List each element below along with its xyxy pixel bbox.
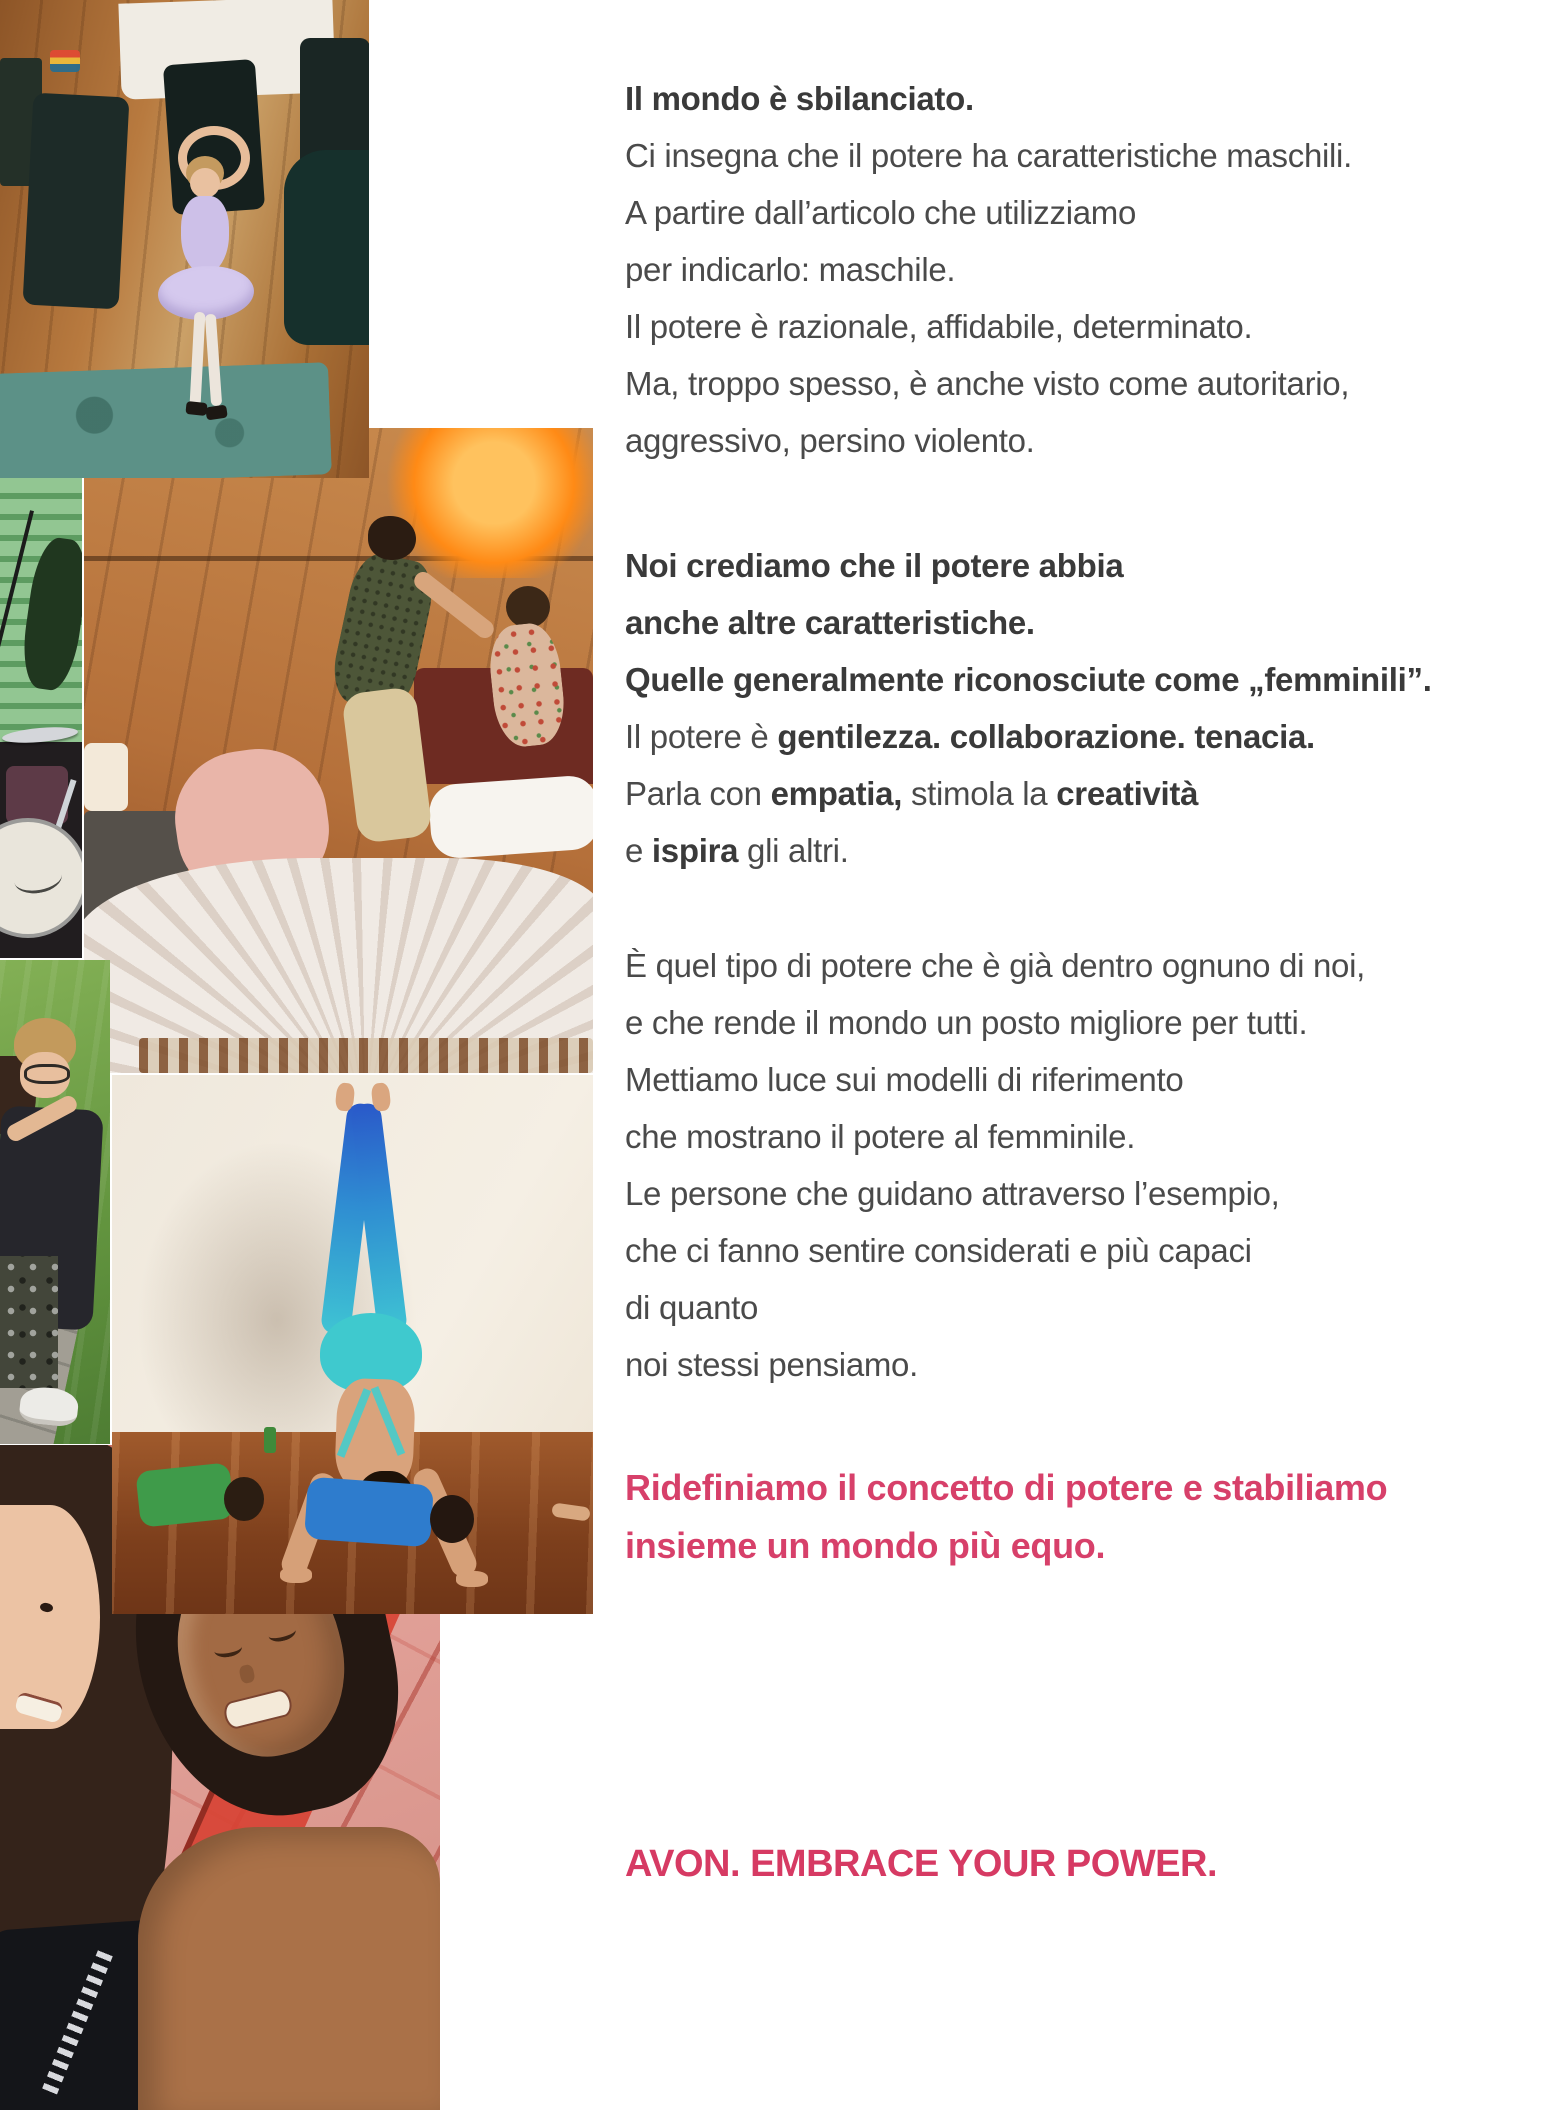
text-line: insieme un mondo più equo. <box>625 1525 1106 1566</box>
text-line: anche altre caratteristiche. <box>625 604 1035 641</box>
brand-slogan: AVON. EMBRACE YOUR POWER. <box>625 1843 1218 1885</box>
text-line: che mostrano il potere al femminile. <box>625 1118 1136 1155</box>
text-line: Il potere è gentilezza. collaborazione. tenacia. <box>625 718 1315 755</box>
paragraph-our-belief <box>625 537 1432 879</box>
text-line: e ispira gli altri. <box>625 832 849 869</box>
text-line: Le persone che guidano attraverso l’esempio, <box>625 1175 1280 1212</box>
paragraph-world-unbalanced <box>625 70 1352 469</box>
text-line: È quel tipo di potere che è già dentro ognuno di noi, <box>625 947 1365 984</box>
text-line: Ma, troppo spesso, è anche visto come autoritario, <box>625 365 1350 402</box>
text-line: e che rende il mondo un posto migliore per tutti. <box>625 1004 1308 1041</box>
text-line: A partire dall’articolo che utilizziamo <box>625 194 1137 231</box>
text-line: che ci fanno sentire considerati e più capaci <box>625 1232 1252 1269</box>
text-line: per indicarlo: maschile. <box>625 251 956 288</box>
text-line: Quelle generalmente riconosciute come „femminili”. <box>625 661 1432 698</box>
text-line: noi stessi pensiamo. <box>625 1346 918 1383</box>
text-line: Il mondo è sbilanciato. <box>625 80 974 117</box>
text-line: Ci insegna che il potere ha caratteristiche maschili. <box>625 137 1352 174</box>
text-line: Il potere è razionale, affidabile, determinato. <box>625 308 1253 345</box>
text-line: aggressivo, persino violento. <box>625 422 1035 459</box>
tagline-redefine-power <box>625 1459 1387 1575</box>
paragraph-power-within <box>625 937 1365 1393</box>
text-line: Ridefiniamo il concetto di potere e stabiliamo <box>625 1467 1388 1508</box>
text-line: Parla con empatia, stimola la creatività <box>625 775 1199 812</box>
text-line: Noi crediamo che il potere abbia <box>625 547 1124 584</box>
text-line: Mettiamo luce sui modelli di riferimento <box>625 1061 1184 1098</box>
text-line: di quanto <box>625 1289 759 1326</box>
